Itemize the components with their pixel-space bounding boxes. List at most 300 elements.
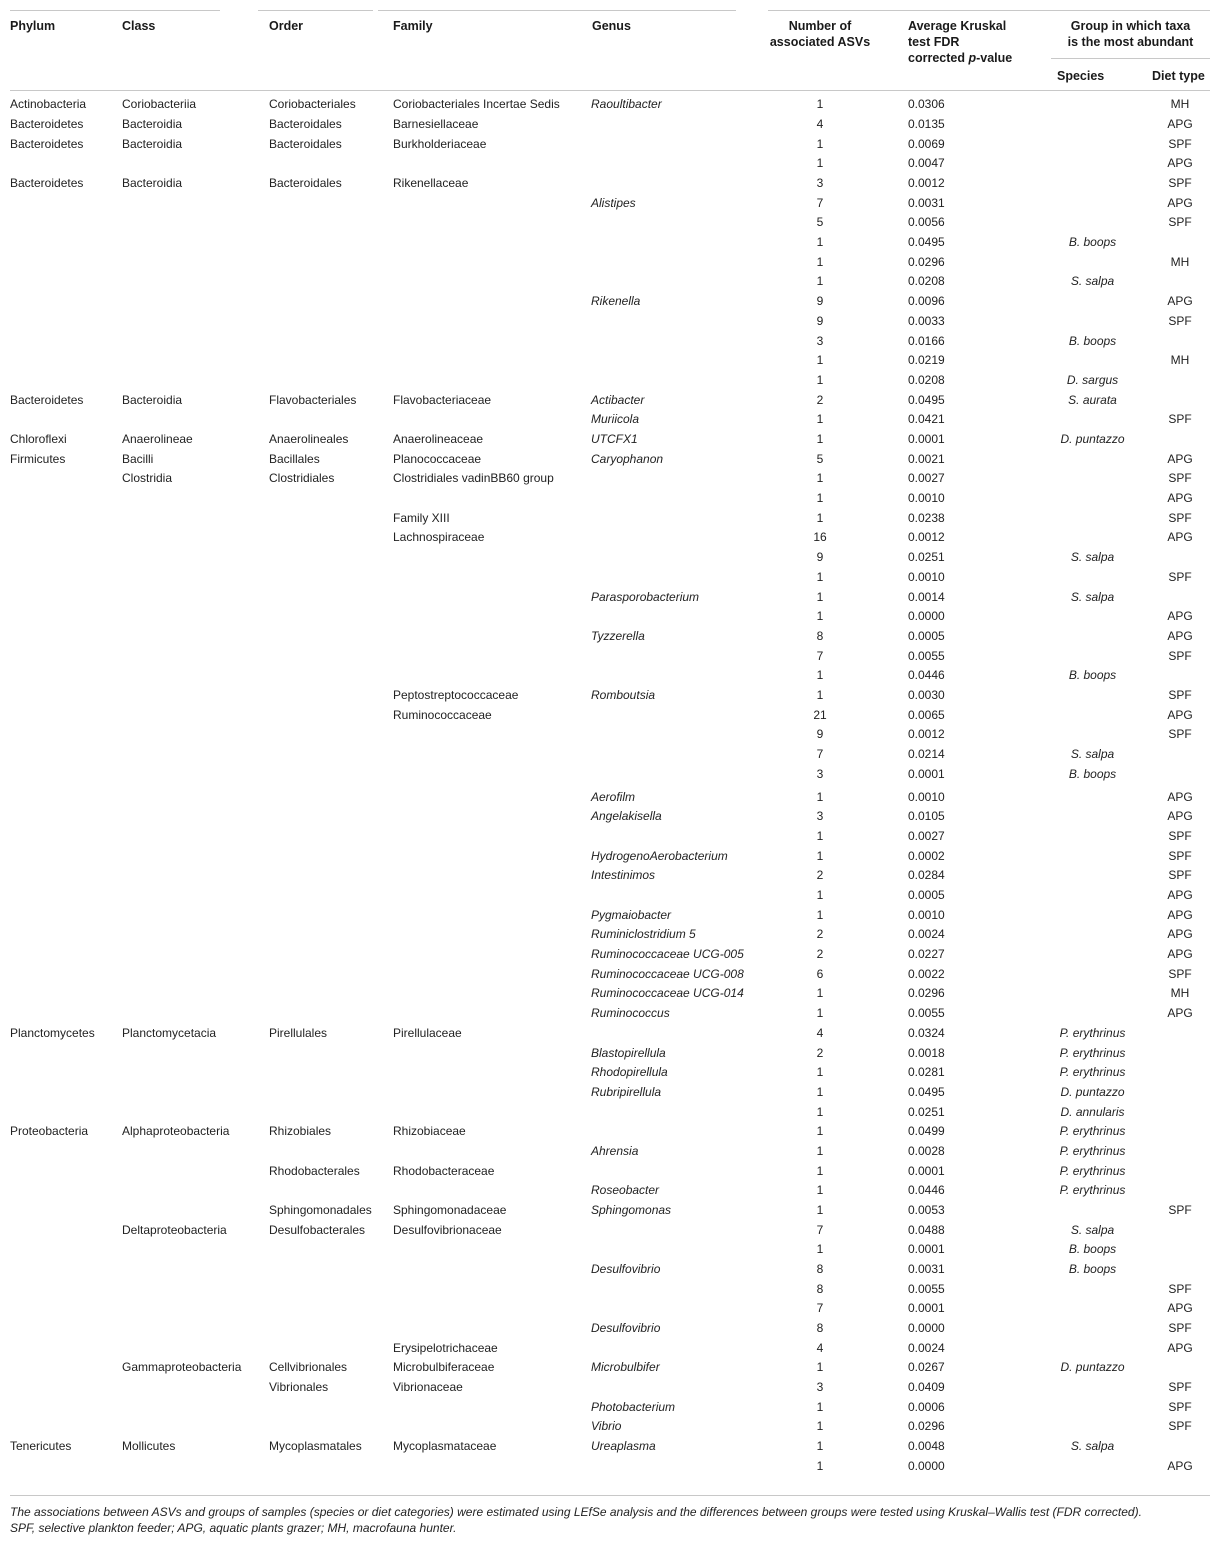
cell-diet: SPF (1168, 829, 1192, 843)
cell-p: 0.0267 (908, 1360, 945, 1374)
cell-n: 4 (816, 117, 824, 131)
cell-n: 2 (816, 927, 824, 941)
cell-diet: APG (1167, 117, 1193, 131)
cell-genus: Muriicola (591, 412, 640, 426)
cell-order: Sphingomonadales (269, 1203, 372, 1217)
cell-class: Clostridia (122, 471, 173, 485)
cell-p: 0.0208 (908, 274, 945, 288)
cell-family: Ruminococcaceae (393, 708, 492, 722)
cell-species: S. aurata (1068, 393, 1117, 407)
cell-family: Rikenellaceae (393, 176, 469, 190)
cell-n: 1 (816, 1183, 824, 1197)
cell-n: 1 (816, 373, 824, 387)
cell-diet: APG (1167, 1006, 1193, 1020)
cell-family: Desulfovibrionaceae (393, 1223, 502, 1237)
cell-species: S. salpa (1070, 590, 1115, 604)
cell-species: P. erythrinus (1059, 1065, 1126, 1079)
cell-diet: APG (1167, 294, 1193, 308)
cell-family: Pirellulaceae (393, 1026, 462, 1040)
cell-n: 6 (816, 967, 824, 981)
cell-class: Deltaproteobacteria (122, 1223, 227, 1237)
cell-phylum: Bacteroidetes (10, 393, 84, 407)
cell-n: 1 (816, 1459, 824, 1473)
cell-p: 0.0055 (908, 1282, 945, 1296)
cell-p: 0.0105 (908, 809, 945, 823)
cell-diet: SPF (1168, 727, 1192, 741)
cell-p: 0.0002 (908, 849, 945, 863)
header-top-rule-3 (378, 10, 736, 11)
cell-p: 0.0010 (908, 491, 945, 505)
cell-n: 7 (816, 747, 824, 761)
cell-order: Desulfobacterales (269, 1223, 366, 1237)
cell-p: 0.0055 (908, 1006, 945, 1020)
cell-p: 0.0324 (908, 1026, 945, 1040)
table-bottom-rule (10, 1495, 1210, 1496)
cell-p: 0.0027 (908, 471, 945, 485)
cell-order: Vibrionales (269, 1380, 329, 1394)
cell-n: 1 (816, 97, 824, 111)
cell-n: 1 (816, 986, 824, 1000)
cell-diet: APG (1167, 809, 1193, 823)
cell-n: 3 (816, 809, 824, 823)
cell-p: 0.0047 (908, 156, 945, 170)
cell-diet: MH (1170, 986, 1190, 1000)
cell-genus: Angelakisella (591, 809, 662, 823)
cell-species: P. erythrinus (1059, 1124, 1126, 1138)
cell-n: 1 (816, 235, 824, 249)
cell-family: Erysipelotrichaceae (393, 1341, 498, 1355)
cell-species: S. salpa (1070, 747, 1115, 761)
cell-n: 1 (816, 1164, 824, 1178)
cell-n: 9 (816, 727, 824, 741)
cell-species: D. puntazzo (1060, 432, 1125, 446)
col-header-group-line2: is the most abundant (1067, 35, 1194, 49)
cell-genus: Vibrio (591, 1419, 622, 1433)
cell-p: 0.0012 (908, 727, 945, 741)
cell-family: Mycoplasmataceae (393, 1439, 497, 1453)
cell-p: 0.0495 (908, 235, 945, 249)
cell-p: 0.0012 (908, 530, 945, 544)
cell-n: 2 (816, 1046, 824, 1060)
cell-phylum: Planctomycetes (10, 1026, 95, 1040)
cell-n: 7 (816, 1301, 824, 1315)
cell-family: Burkholderiaceae (393, 137, 487, 151)
header-top-rule-2 (258, 10, 373, 11)
cell-n: 1 (816, 1242, 824, 1256)
cell-genus: Ruminiclostridium 5 (591, 927, 696, 941)
cell-p: 0.0048 (908, 1439, 945, 1453)
cell-diet: SPF (1168, 1419, 1192, 1433)
cell-genus: Roseobacter (591, 1183, 660, 1197)
cell-n: 1 (816, 668, 824, 682)
cell-diet: SPF (1168, 849, 1192, 863)
cell-p: 0.0214 (908, 747, 945, 761)
cell-p: 0.0022 (908, 967, 945, 981)
cell-n: 3 (816, 176, 824, 190)
cell-species: S. salpa (1070, 1439, 1115, 1453)
cell-diet: APG (1167, 491, 1193, 505)
cell-diet: APG (1167, 927, 1193, 941)
cell-order: Cellvibrionales (269, 1360, 348, 1374)
cell-phylum: Actinobacteria (10, 97, 87, 111)
cell-p: 0.0024 (908, 1341, 945, 1355)
cell-p: 0.0446 (908, 1183, 945, 1197)
cell-species: S. salpa (1070, 1223, 1115, 1237)
cell-diet: SPF (1168, 471, 1192, 485)
cell-p: 0.0010 (908, 908, 945, 922)
cell-p: 0.0021 (908, 452, 945, 466)
cell-diet: SPF (1168, 176, 1192, 190)
cell-genus: Blastopirellula (591, 1046, 666, 1060)
group-header-rule (1051, 58, 1210, 59)
cell-n: 2 (816, 947, 824, 961)
cell-n: 1 (816, 1124, 824, 1138)
cell-p: 0.0055 (908, 649, 945, 663)
cell-n: 16 (813, 530, 827, 544)
cell-diet: SPF (1168, 570, 1192, 584)
cell-p: 0.0001 (908, 432, 945, 446)
cell-species: P. erythrinus (1059, 1183, 1126, 1197)
cell-family: Rhizobiaceae (393, 1124, 466, 1138)
cell-family: Lachnospiraceae (393, 530, 485, 544)
cell-species: B. boops (1068, 767, 1117, 781)
col-header-kruskal-p: p (968, 51, 977, 65)
cell-class: Bacilli (122, 452, 154, 466)
cell-p: 0.0024 (908, 927, 945, 941)
cell-n: 9 (816, 550, 824, 564)
col-header-genus: Genus (592, 19, 631, 33)
cell-phylum: Chloroflexi (10, 432, 67, 446)
cell-diet: SPF (1168, 511, 1192, 525)
cell-n: 1 (816, 432, 824, 446)
col-header-kruskal-line2: test FDR (908, 35, 960, 49)
cell-genus: Sphingomonas (591, 1203, 672, 1217)
cell-diet: APG (1167, 888, 1193, 902)
cell-genus: Rhodopirellula (591, 1065, 668, 1079)
cell-class: Planctomycetacia (122, 1026, 217, 1040)
cell-p: 0.0006 (908, 1400, 945, 1414)
col-header-kruskal-corrected: corrected (908, 51, 969, 65)
cell-p: 0.0028 (908, 1144, 945, 1158)
cell-p: 0.0296 (908, 986, 945, 1000)
cell-order: Clostridiales (269, 471, 335, 485)
cell-genus: Ahrensia (591, 1144, 639, 1158)
cell-species: D. puntazzo (1060, 1360, 1125, 1374)
cell-family: Anaerolineaceae (393, 432, 484, 446)
cell-p: 0.0306 (908, 97, 945, 111)
cell-family: Flavobacteriaceae (393, 393, 492, 407)
cell-n: 1 (816, 1065, 824, 1079)
cell-species: P. erythrinus (1059, 1026, 1126, 1040)
cell-diet: SPF (1168, 1321, 1192, 1335)
cell-n: 7 (816, 196, 824, 210)
cell-class: Alphaproteobacteria (122, 1124, 230, 1138)
cell-order: Rhizobiales (269, 1124, 332, 1138)
cell-species: S. salpa (1070, 550, 1115, 564)
cell-n: 7 (816, 649, 824, 663)
cell-p: 0.0166 (908, 334, 945, 348)
cell-p: 0.0001 (908, 767, 945, 781)
cell-order: Bacteroidales (269, 137, 342, 151)
cell-n: 2 (816, 393, 824, 407)
cell-diet: APG (1167, 1301, 1193, 1315)
cell-n: 1 (816, 1419, 824, 1433)
col-header-group (1051, 18, 1210, 50)
col-header-phylum: Phylum (10, 19, 56, 33)
cell-p: 0.0018 (908, 1046, 945, 1060)
cell-species: P. erythrinus (1059, 1144, 1126, 1158)
col-header-kruskal-line1: Average Kruskal (908, 19, 1007, 33)
cell-p: 0.0000 (908, 1321, 945, 1335)
cell-class: Bacteroidia (122, 393, 183, 407)
cell-genus: Desulfovibrio (591, 1321, 661, 1335)
cell-diet: APG (1167, 947, 1193, 961)
cell-n: 1 (816, 471, 824, 485)
cell-n: 1 (816, 609, 824, 623)
header-bottom-rule (10, 90, 1210, 91)
cell-family: Coriobacteriales Incertae Sedis (393, 97, 560, 111)
cell-p: 0.0135 (908, 117, 945, 131)
cell-phylum: Firmicutes (10, 452, 66, 466)
cell-order: Bacillales (269, 452, 320, 466)
cell-genus: Actibacter (591, 393, 645, 407)
cell-n: 1 (816, 491, 824, 505)
cell-n: 1 (816, 1085, 824, 1099)
cell-order: Flavobacteriales (269, 393, 357, 407)
cell-n: 1 (816, 1144, 824, 1158)
cell-diet: APG (1167, 156, 1193, 170)
cell-species: B. boops (1068, 235, 1117, 249)
cell-species: P. erythrinus (1059, 1046, 1126, 1060)
cell-class: Gammaproteobacteria (122, 1360, 242, 1374)
col-header-species: Species (1057, 69, 1105, 83)
cell-diet: SPF (1168, 215, 1192, 229)
cell-n: 1 (816, 353, 824, 367)
cell-genus: Microbulbifer (591, 1360, 660, 1374)
cell-diet: SPF (1168, 314, 1192, 328)
cell-genus: Raoultibacter (591, 97, 662, 111)
cell-p: 0.0499 (908, 1124, 945, 1138)
cell-species: D. puntazzo (1060, 1085, 1125, 1099)
cell-class: Bacteroidia (122, 137, 183, 151)
cell-genus: Intestinimos (591, 868, 656, 882)
cell-phylum: Bacteroidetes (10, 176, 84, 190)
cell-p: 0.0012 (908, 176, 945, 190)
cell-p: 0.0488 (908, 1223, 945, 1237)
col-header-diet: Diet type (1152, 69, 1205, 83)
cell-p: 0.0208 (908, 373, 945, 387)
cell-n: 4 (816, 1026, 824, 1040)
cell-p: 0.0096 (908, 294, 945, 308)
cell-diet: MH (1170, 353, 1190, 367)
cell-n: 8 (816, 1321, 824, 1335)
cell-genus: Ruminococcaceae UCG-008 (591, 967, 744, 981)
cell-diet: SPF (1168, 868, 1192, 882)
cell-n: 1 (816, 1203, 824, 1217)
cell-p: 0.0005 (908, 629, 945, 643)
cell-p: 0.0284 (908, 868, 945, 882)
cell-genus: Aerofilm (591, 790, 636, 804)
cell-family: Clostridiales vadinBB60 group (393, 471, 554, 485)
cell-genus: Ruminococcus (591, 1006, 670, 1020)
cell-species: D. sargus (1066, 373, 1119, 387)
cell-genus: Tyzzerella (591, 629, 645, 643)
cell-p: 0.0446 (908, 668, 945, 682)
col-header-group-line1: Group in which taxa (1070, 19, 1191, 33)
cell-family: Peptostreptococcaceae (393, 688, 519, 702)
cell-p: 0.0031 (908, 196, 945, 210)
cell-species: B. boops (1068, 1242, 1117, 1256)
cell-p: 0.0001 (908, 1242, 945, 1256)
cell-genus: UTCFX1 (591, 432, 638, 446)
cell-family: Barnesiellaceae (393, 117, 479, 131)
cell-diet: APG (1167, 708, 1193, 722)
cell-class: Bacteroidia (122, 176, 183, 190)
cell-p: 0.0000 (908, 609, 945, 623)
cell-n: 8 (816, 629, 824, 643)
cell-n: 2 (816, 868, 824, 882)
cell-order: Anaerolineales (269, 432, 349, 446)
col-header-family: Family (393, 19, 433, 33)
cell-p: 0.0065 (908, 708, 945, 722)
cell-genus: Rubripirellula (591, 1085, 662, 1099)
cell-order: Bacteroidales (269, 117, 342, 131)
cell-p: 0.0005 (908, 888, 945, 902)
cell-species: D. annularis (1060, 1105, 1125, 1119)
cell-p: 0.0227 (908, 947, 945, 961)
cell-diet: SPF (1168, 1400, 1192, 1414)
cell-phylum: Proteobacteria (10, 1124, 89, 1138)
cell-genus: Parasporobacterium (591, 590, 700, 604)
cell-genus: Ruminococcaceae UCG-014 (591, 986, 744, 1000)
cell-n: 3 (816, 334, 824, 348)
cell-genus: HydrogenoAerobacterium (591, 849, 728, 863)
cell-order: Mycoplasmatales (269, 1439, 362, 1453)
cell-p: 0.0053 (908, 1203, 945, 1217)
cell-diet: APG (1167, 196, 1193, 210)
cell-genus: Ureaplasma (591, 1439, 656, 1453)
cell-n: 9 (816, 294, 824, 308)
cell-diet: MH (1170, 255, 1190, 269)
cell-p: 0.0495 (908, 1085, 945, 1099)
cell-n: 8 (816, 1282, 824, 1296)
cell-n: 21 (813, 708, 827, 722)
cell-n: 4 (816, 1341, 824, 1355)
cell-order: Bacteroidales (269, 176, 342, 190)
cell-n: 1 (816, 908, 824, 922)
cell-n: 1 (816, 1105, 824, 1119)
col-header-kruskal (908, 18, 1012, 66)
cell-diet: SPF (1168, 1282, 1192, 1296)
cell-diet: SPF (1168, 1380, 1192, 1394)
cell-n: 1 (816, 1400, 824, 1414)
cell-n: 1 (816, 274, 824, 288)
cell-diet: SPF (1168, 688, 1192, 702)
cell-p: 0.0033 (908, 314, 945, 328)
cell-p: 0.0027 (908, 829, 945, 843)
col-header-asvs-line2: associated ASVs (769, 35, 871, 49)
cell-n: 1 (816, 849, 824, 863)
cell-species: S. salpa (1070, 274, 1115, 288)
cell-species: P. erythrinus (1059, 1164, 1126, 1178)
cell-p: 0.0030 (908, 688, 945, 702)
cell-p: 0.0251 (908, 550, 945, 564)
cell-p: 0.0238 (908, 511, 945, 525)
cell-family: Vibrionaceae (393, 1380, 463, 1394)
col-header-kruskal-line3 (908, 50, 1012, 66)
col-header-asvs (765, 18, 875, 50)
cell-p: 0.0001 (908, 1301, 945, 1315)
col-header-asvs-line1: Number of (788, 19, 852, 33)
cell-phylum: Tenericutes (10, 1439, 72, 1453)
cell-class: Mollicutes (122, 1439, 176, 1453)
cell-genus: Romboutsia (591, 688, 656, 702)
cell-n: 3 (816, 1380, 824, 1394)
cell-p: 0.0010 (908, 570, 945, 584)
cell-p: 0.0069 (908, 137, 945, 151)
cell-p: 0.0010 (908, 790, 945, 804)
cell-n: 1 (816, 1439, 824, 1453)
cell-class: Anaerolineae (122, 432, 193, 446)
cell-n: 9 (816, 314, 824, 328)
cell-order: Coriobacteriales (269, 97, 356, 111)
cell-n: 3 (816, 767, 824, 781)
cell-order: Rhodobacterales (269, 1164, 360, 1178)
cell-p: 0.0056 (908, 215, 945, 229)
cell-species: B. boops (1068, 334, 1117, 348)
cell-diet: SPF (1168, 649, 1192, 663)
cell-p: 0.0001 (908, 1164, 945, 1178)
cell-n: 1 (816, 1006, 824, 1020)
cell-n: 1 (816, 570, 824, 584)
cell-family: Rhodobacteraceae (393, 1164, 495, 1178)
cell-diet: APG (1167, 1459, 1193, 1473)
cell-n: 1 (816, 790, 824, 804)
cell-p: 0.0495 (908, 393, 945, 407)
cell-diet: APG (1167, 1341, 1193, 1355)
cell-p: 0.0421 (908, 412, 945, 426)
cell-genus: Desulfovibrio (591, 1262, 661, 1276)
cell-order: Pirellulales (269, 1026, 328, 1040)
cell-diet: APG (1167, 530, 1193, 544)
cell-n: 1 (816, 255, 824, 269)
cell-genus: Pygmaiobacter (591, 908, 672, 922)
cell-n: 1 (816, 829, 824, 843)
cell-p: 0.0014 (908, 590, 945, 604)
cell-diet: APG (1167, 908, 1193, 922)
cell-p: 0.0251 (908, 1105, 945, 1119)
cell-class: Bacteroidia (122, 117, 183, 131)
cell-n: 1 (816, 137, 824, 151)
cell-p: 0.0000 (908, 1459, 945, 1473)
cell-n: 1 (816, 511, 824, 525)
cell-family: Sphingomonadaceae (393, 1203, 507, 1217)
col-header-kruskal-value: -value (976, 51, 1013, 65)
cell-n: 1 (816, 688, 824, 702)
cell-p: 0.0296 (908, 1419, 945, 1433)
col-header-order: Order (269, 19, 304, 33)
cell-diet: MH (1170, 97, 1190, 111)
cell-diet: APG (1167, 609, 1193, 623)
col-header-class: Class (122, 19, 156, 33)
cell-species: B. boops (1068, 668, 1117, 682)
cell-p: 0.0031 (908, 1262, 945, 1276)
cell-genus: Ruminococcaceae UCG-005 (591, 947, 744, 961)
cell-p: 0.0296 (908, 255, 945, 269)
cell-diet: SPF (1168, 967, 1192, 981)
cell-n: 1 (816, 156, 824, 170)
cell-n: 1 (816, 888, 824, 902)
